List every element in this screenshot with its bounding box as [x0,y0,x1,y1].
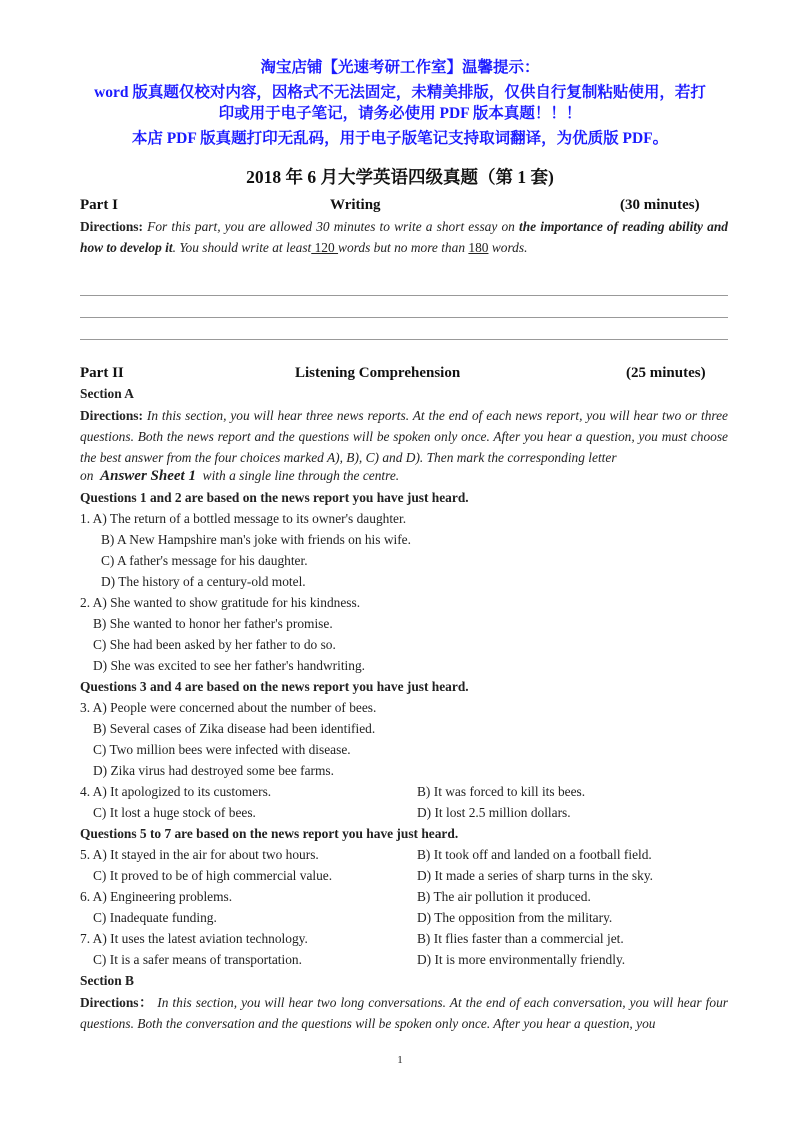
part1-directions-text-1: For this part, you are allowed 30 minutes to write a short essay on [147,219,515,234]
part2-directions-text: In this section, you will hear three news reports. At the end of each news report, you will hear two or three questions. Both the news report and the questions will be spoken only once. After you hear a question, you must choose the best answer from the four choices marked A), B), C) and D). Then mark the corresponding letter [80,408,728,465]
part1-time: (30 minutes) [620,197,700,213]
q4-option-a: 4. A) It apologized to its customers. [80,784,272,799]
q3-option-c: C) Two million bees were infected with disease. [93,742,351,757]
section-b-heading: Section B [80,973,134,988]
q3-option-a: 3. A) People were concerned about the number of bees. [80,700,377,715]
part1-topic-1: the importance of [519,219,619,234]
q2-option-a: 2. A) She wanted to show gratitude for his kindness. [80,595,361,610]
answer-sheet-ref: Answer Sheet 1 [100,468,196,484]
directions-end: with a single line through the centre. [202,468,400,483]
notice-line-3: 本店 PDF 版真题打印无乱码，用于电子版笔记支持取词翻译，为优质版 PDF。 [131,130,669,147]
part2-directions [80,405,728,468]
part1-min-words: 120 [311,240,339,255]
q2-option-b: B) She wanted to honor her father's promise. [93,616,333,631]
q7-option-a: 7. A) It uses the latest aviation technology. [80,931,308,946]
q5-option-d: D) It made a series of sharp turns in the sky. [417,868,654,883]
q1-option-c: C) A father's message for his daughter. [101,553,308,568]
q6-option-a: 6. A) Engineering problems. [80,889,233,904]
q2-option-d: D) She was excited to see her father's handwriting. [93,658,365,673]
q1-option-a: 1. A) The return of a bottled message to its owner's daughter. [80,511,407,526]
exam-title: 2018 年 6 月大学英语四级真题（第 1 套) [246,167,554,187]
part1-label: Part I [80,197,118,213]
part1-directions-text-2: . You should write at least [172,240,312,255]
part1-directions-text-4: words. [491,240,528,255]
q5-option-b: B) It took off and landed on a football field. [417,847,652,862]
notice-line-1: 淘宝店铺【光速考研工作室】温馨提示： [260,59,540,76]
q3-option-b: B) Several cases of Zika disease had been identified. [93,721,376,736]
part1-directions [80,216,728,258]
part1-directions-label: Directions: [80,219,143,234]
part2-time: (25 minutes) [626,365,706,381]
q2-option-c: C) She had been asked by her father to do so. [93,637,336,652]
writing-line-3 [80,339,728,340]
q4-option-c: C) It lost a huge stock of bees. [93,805,256,820]
part1-max-words: 180 [468,240,489,255]
q1-option-d: D) The history of a century-old motel. [101,574,306,589]
writing-line-1 [80,295,728,296]
q12-header: Questions 1 and 2 are based on the news report you have just heard. [80,490,469,505]
q6-option-c: C) Inadequate funding. [93,910,217,925]
q4-option-d: D) It lost 2.5 million dollars. [417,805,571,820]
part2-name: Listening Comprehension [295,365,461,381]
writing-line-2 [80,317,728,318]
q1-option-b: B) A New Hampshire man's joke with friends on his wife. [101,532,411,547]
q6-option-b: B) The air pollution it produced. [417,889,591,904]
section-b-directions [80,992,728,1034]
q7-option-b: B) It flies faster than a commercial jet. [417,931,624,946]
part2-label: Part II [80,365,124,381]
page-number: 1 [397,1054,403,1066]
q57-header: Questions 5 to 7 are based on the news report you have just heard. [80,826,459,841]
q3-option-d: D) Zika virus had destroyed some bee farms. [93,763,334,778]
q5-option-c: C) It proved to be of high commercial value. [93,868,333,883]
q5-option-a: 5. A) It stayed in the air for about two hours. [80,847,319,862]
q34-header: Questions 3 and 4 are based on the news report you have just heard. [80,679,469,694]
q4-option-b: B) It was forced to kill its bees. [417,784,586,799]
section-b-directions-text: In this section, you will hear two long conversations. At the end of each conversation, you will hear four questions. Both the conversation and the questions will be spoken only once. After you hear a question, you [80,995,728,1031]
directions-on: on [80,468,94,483]
q7-option-d: D) It is more environmentally friendly. [417,952,626,967]
section-a-heading: Section A [80,386,134,401]
notice-line-2b: 印或用于电子笔记，请务必使用 PDF 版本真题！！！ [218,105,582,122]
part2-directions-last-line [80,468,399,485]
q7-option-c: C) It is a safer means of transportation. [93,952,302,967]
part2-directions-label: Directions: [80,408,143,423]
part1-directions-text-3: words but no more than [338,240,466,255]
part1-topic-2: reading ability and how to develop it [80,219,728,255]
section-b-directions-label: Directions： [80,995,154,1010]
part1-name: Writing [330,197,381,213]
notice-line-2: word 版真题仅校对内容，因格式不无法固定，未精美排版，仅供自行复制粘贴使用，若打 [94,84,706,101]
q6-option-d: D) The opposition from the military. [417,910,613,925]
